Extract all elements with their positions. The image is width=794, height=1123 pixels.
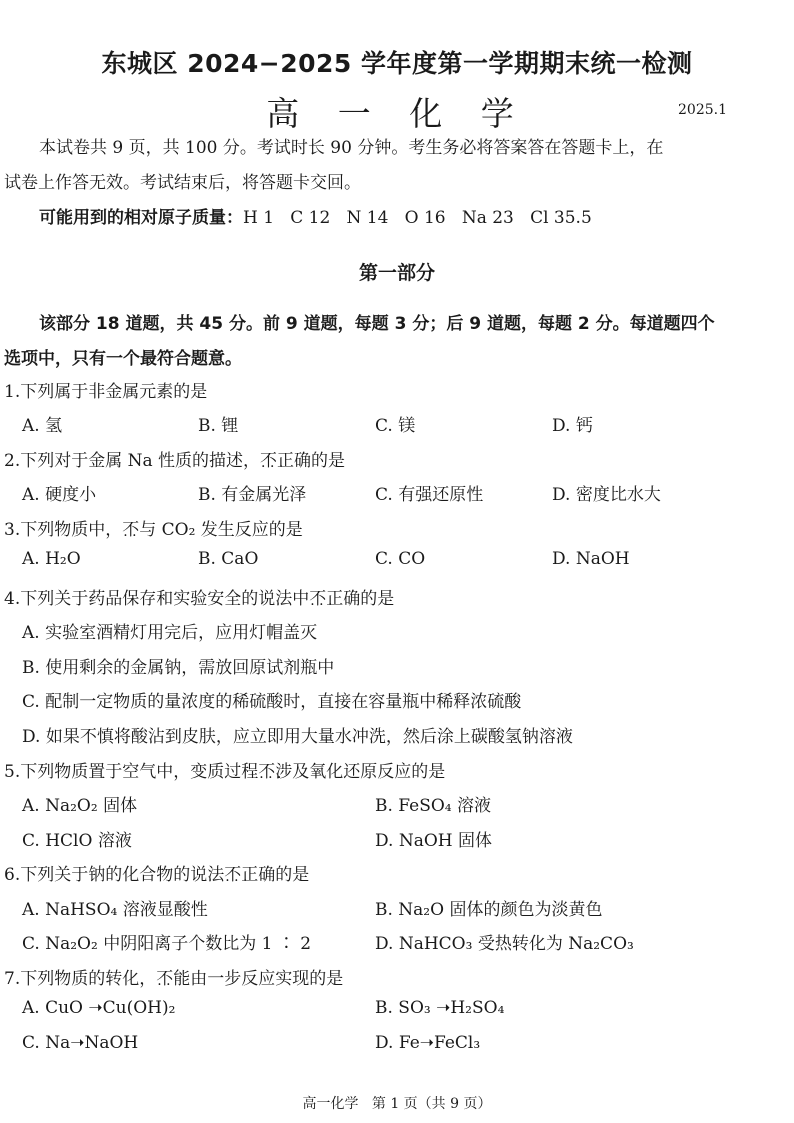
q6-option-a: A. NaHSO₄ 溶液显酸性 bbox=[22, 900, 208, 920]
question-3-stem: 3.下列物质中，不与 · · CO₂ 发生反应的是 bbox=[4, 515, 303, 540]
q6-option-b: B. Na₂O 固体的颜色为淡黄色 bbox=[375, 900, 603, 920]
q5-option-b: B. FeSO₄ 溶液 bbox=[375, 796, 492, 816]
section-desc-line-1: 该部分 18 道题，共 45 分。前 9 道题，每题 3 分；后 9 道题，每题 2 分。每道题四个 bbox=[39, 314, 715, 334]
question-5-stem: 5.下列物质置于空气中，变质过程不涉及 · · ·氧化还原反应的是 bbox=[4, 757, 445, 782]
q6-option-c: C. Na₂O₂ 中阴阳离子个数比为 1 ∶ 2 bbox=[22, 934, 312, 954]
intro-line-2: 试卷上作答无效。考试结束后，将答题卡交回。 bbox=[4, 173, 361, 193]
q7-option-c: C. Na➝NaOH bbox=[22, 1033, 139, 1053]
q6-option-d: D. NaHCO₃ 受热转化为 Na₂CO₃ bbox=[375, 934, 634, 954]
question-4-stem: 4.下列关于药品保存和实验安全的说法中不正确 · · ·的是 bbox=[4, 584, 394, 609]
page-footer: 高一化学 第 1 页（共 9 页） bbox=[302, 1096, 492, 1112]
q1-option-a: A. 氢 bbox=[22, 416, 63, 436]
q3-option-d: D. NaOH bbox=[552, 549, 630, 569]
q1-option-d: D. 钙 bbox=[552, 416, 593, 436]
question-1-stem: 1.下列属于非金属元素的是 bbox=[4, 382, 208, 402]
atomic-mass-label: 可能用到的相对原子质量： bbox=[39, 208, 243, 228]
emphasis-mark: 不涉及 · · · bbox=[258, 757, 309, 782]
q2-option-a: A. 硬度小 bbox=[22, 485, 97, 505]
exam-title: 东城区 2024−2025 学年度第一学期期末统一检测 bbox=[101, 49, 693, 78]
q7-option-b: B. SO₃ ➝H₂SO₄ bbox=[375, 998, 505, 1018]
exam-date: 2025.1 bbox=[678, 102, 727, 118]
question-6-stem: 6.下列关于钠的化合物的说法不正确 · · ·的是 bbox=[4, 860, 309, 885]
section-desc-line-2: 选项中，只有一个最符合题意。 bbox=[4, 349, 242, 369]
emphasis-mark: 不正确 · · · bbox=[309, 584, 360, 609]
section-title: 第一部分 bbox=[358, 262, 435, 284]
q2-option-b: B. 有金属光泽 bbox=[198, 485, 307, 505]
q4-option-c: C. 配制一定物质的量浓度的稀硫酸时，直接在容量瓶中稀释浓硫酸 bbox=[22, 692, 522, 712]
q4-option-d: D. 如果不慎将酸沾到皮肤，应立即用大量水冲洗，然后涂上碳酸氢钠溶液 bbox=[22, 727, 573, 747]
q5-option-a: A. Na₂O₂ 固体 bbox=[22, 796, 138, 816]
intro-line-1: 本试卷共 9 页，共 100 分。考试时长 90 分钟。考生务必将答案答在答题卡上，在 bbox=[39, 138, 664, 158]
atomic-mass-line bbox=[39, 203, 592, 228]
q4-option-b: B. 使用剩余的金属钠，需放回原试剂瓶中 bbox=[22, 658, 335, 678]
emphasis-mark: 不能 · · bbox=[156, 964, 190, 989]
q4-option-a: A. 实验室酒精灯用完后，应用灯帽盖灭 bbox=[22, 623, 318, 643]
subject-title: 高 一 化 学 bbox=[266, 94, 528, 133]
q5-option-d: D. NaOH 固体 bbox=[375, 831, 493, 851]
q3-option-b: B. CaO bbox=[198, 549, 259, 569]
q1-option-c: C. 镁 bbox=[375, 416, 416, 436]
q7-option-d: D. Fe➝FeCl₃ bbox=[375, 1033, 481, 1053]
question-2-stem: 2.下列对于金属 Na 性质的描述，不正确 · · ·的是 bbox=[4, 446, 345, 471]
q5-option-c: C. HClO 溶液 bbox=[22, 831, 132, 851]
atomic-mass-values: H 1 C 12 N 14 O 16 Na 23 Cl 35.5 bbox=[243, 208, 592, 228]
q3-option-c: C. CO bbox=[375, 549, 426, 569]
emphasis-mark: 不正确 · · · bbox=[260, 446, 311, 471]
q3-option-a: A. H₂O bbox=[22, 549, 81, 569]
q7-option-a: A. CuO ➝Cu(OH)₂ bbox=[22, 998, 176, 1018]
question-7-stem: 7.下列物质的转化，不能 · ·由一步反应实现的是 bbox=[4, 964, 343, 989]
q2-option-c: C. 有强还原性 bbox=[375, 485, 484, 505]
emphasis-mark: 不正确 · · · bbox=[224, 860, 275, 885]
q2-option-d: D. 密度比水大 bbox=[552, 485, 661, 505]
q1-option-b: B. 锂 bbox=[198, 416, 239, 436]
emphasis-mark: 不与 · · bbox=[122, 515, 156, 540]
